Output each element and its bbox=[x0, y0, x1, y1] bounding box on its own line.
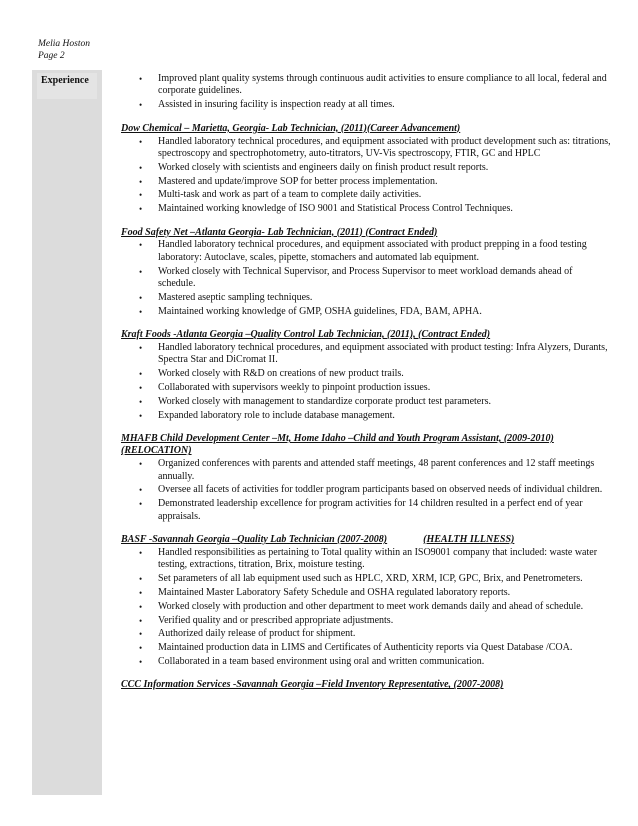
section-label-experience: Experience bbox=[37, 73, 97, 99]
list-item: • Maintained working knowledge of GMP, OSHA guidelines, FDA, BAM, APHA. bbox=[158, 306, 611, 318]
job-title: MHAFB Child Development Center –Mt, Home Idaho –Child and Youth Program Assistant, (2009-2010) (RELOCATION) bbox=[121, 432, 554, 457]
list-item: • Worked closely with Technical Supervisor, and Process Supervisor to meet workload demands ahead of schedule. bbox=[158, 266, 611, 291]
list-item: • Maintained working knowledge of ISO 9001 and Statistical Process Control Techniques. bbox=[158, 203, 611, 215]
job-entry-basf bbox=[121, 534, 611, 668]
list-item: • Worked closely with R&D on creations of new product trails. bbox=[158, 368, 611, 380]
list-item: • Oversee all facets of activities for toddler program participants based on observed needs of individual children. bbox=[158, 484, 611, 496]
job-bullet-list bbox=[121, 136, 611, 216]
page-number: Page 2 bbox=[38, 51, 65, 61]
section-sidebar bbox=[32, 70, 102, 795]
list-item: • Improved plant quality systems through continuous audit activities to ensure compliance to all local, federal and corporate guidelines. bbox=[158, 73, 611, 98]
list-item: • Assisted in insuring facility is inspection ready at all times. bbox=[158, 99, 611, 111]
job-entry-kraft-foods bbox=[121, 329, 611, 422]
job-bullet-list bbox=[121, 458, 611, 523]
list-item: • Set parameters of all lab equipment used such as HPLC, XRD, XRM, ICP, GPC, Brix, and Penetrometers. bbox=[158, 573, 611, 585]
job-title: CCC Information Services -Savannah Georgia –Field Inventory Representative, (2007-2008) bbox=[121, 679, 504, 691]
job-bullet-list bbox=[121, 547, 611, 668]
list-item: • Expanded laboratory role to include database management. bbox=[158, 410, 611, 422]
list-item: • Maintained Master Laboratory Safety Schedule and OSHA regulated laboratory reports. bbox=[158, 587, 611, 599]
job-entry-mhafb bbox=[121, 433, 611, 523]
list-item: • Authorized daily release of product for shipment. bbox=[158, 628, 611, 640]
job-entry-dow bbox=[121, 123, 611, 216]
list-item: • Collaborated in a team based environment using oral and written communication. bbox=[158, 656, 611, 668]
list-item: • Verified quality and or prescribed appropriate adjustments. bbox=[158, 615, 611, 627]
page-header bbox=[38, 38, 90, 62]
job-bullet-list bbox=[121, 342, 611, 422]
list-item: • Worked closely with production and other department to meet work demands daily and ahead of schedule. bbox=[158, 601, 611, 613]
job-title: Dow Chemical – Marietta, Georgia- Lab Technician, (2011)(Career Advancement) bbox=[121, 122, 461, 134]
list-item: • Demonstrated leadership excellence for program activities for 14 children resulted in a perfect end of year appraisals. bbox=[158, 498, 611, 523]
intro-bullet-list bbox=[121, 73, 611, 112]
list-item: • Mastered aseptic sampling techniques. bbox=[158, 292, 611, 304]
job-title: Food Safety Net –Atlanta Georgia- Lab Technician, (2011) (Contract Ended) bbox=[121, 226, 438, 238]
list-item: • Handled laboratory technical procedures, and equipment associated with product development such as: titrations, spectroscopy and spectrophotometry, auto-titrators, UV-Vis spectroscopy, FTIR, GC and HPLC bbox=[158, 136, 611, 161]
list-item: • Mastered and update/improve SOP for better process implementation. bbox=[158, 176, 611, 188]
list-item: • Collaborated with supervisors weekly to pinpoint production issues. bbox=[158, 382, 611, 394]
list-item: • Worked closely with scientists and engineers daily on finish product result reports. bbox=[158, 162, 611, 174]
list-item: • Maintained production data in LIMS and Certificates of Authenticity reports via Quest Database /COA. bbox=[158, 642, 611, 654]
list-item: • Handled laboratory technical procedures, and equipment associated with product prepping in a food testing laboratory: Autoclave, scales, pipette, stomachers and automated lab equipment. bbox=[158, 239, 611, 264]
list-item: • Handled laboratory technical procedures, and equipment associated with product testing: Infra Alyzers, Durants, Spectra Star and DiCromat II. bbox=[158, 342, 611, 367]
list-item: • Organized conferences with parents and attended staff meetings, 48 parent conferences and 12 staff meetings annually. bbox=[158, 458, 611, 483]
job-title: Kraft Foods -Atlanta Georgia –Quality Control Lab Technician, (2011), (Contract Ended) bbox=[121, 329, 491, 341]
job-title-note: (HEALTH ILLNESS) bbox=[423, 534, 515, 546]
list-item: • Worked closely with management to standardize corporate product test parameters. bbox=[158, 396, 611, 408]
author-name: Melia Hoston bbox=[38, 39, 90, 49]
experience-content bbox=[121, 73, 611, 692]
list-item: • Handled responsibilities as pertaining to Total quality within an ISO9001 company that included: waste water testing, extractions, titration, Brix, moisture testing. bbox=[158, 547, 611, 572]
job-title bbox=[121, 534, 611, 546]
job-entry-food-safety-net bbox=[121, 227, 611, 319]
job-title-text: BASF -Savannah Georgia –Quality Lab Technician (2007-2008) bbox=[121, 534, 388, 546]
job-entry-ccc bbox=[121, 679, 611, 691]
job-bullet-list bbox=[121, 239, 611, 318]
list-item: • Multi-task and work as part of a team to complete daily activities. bbox=[158, 189, 611, 201]
